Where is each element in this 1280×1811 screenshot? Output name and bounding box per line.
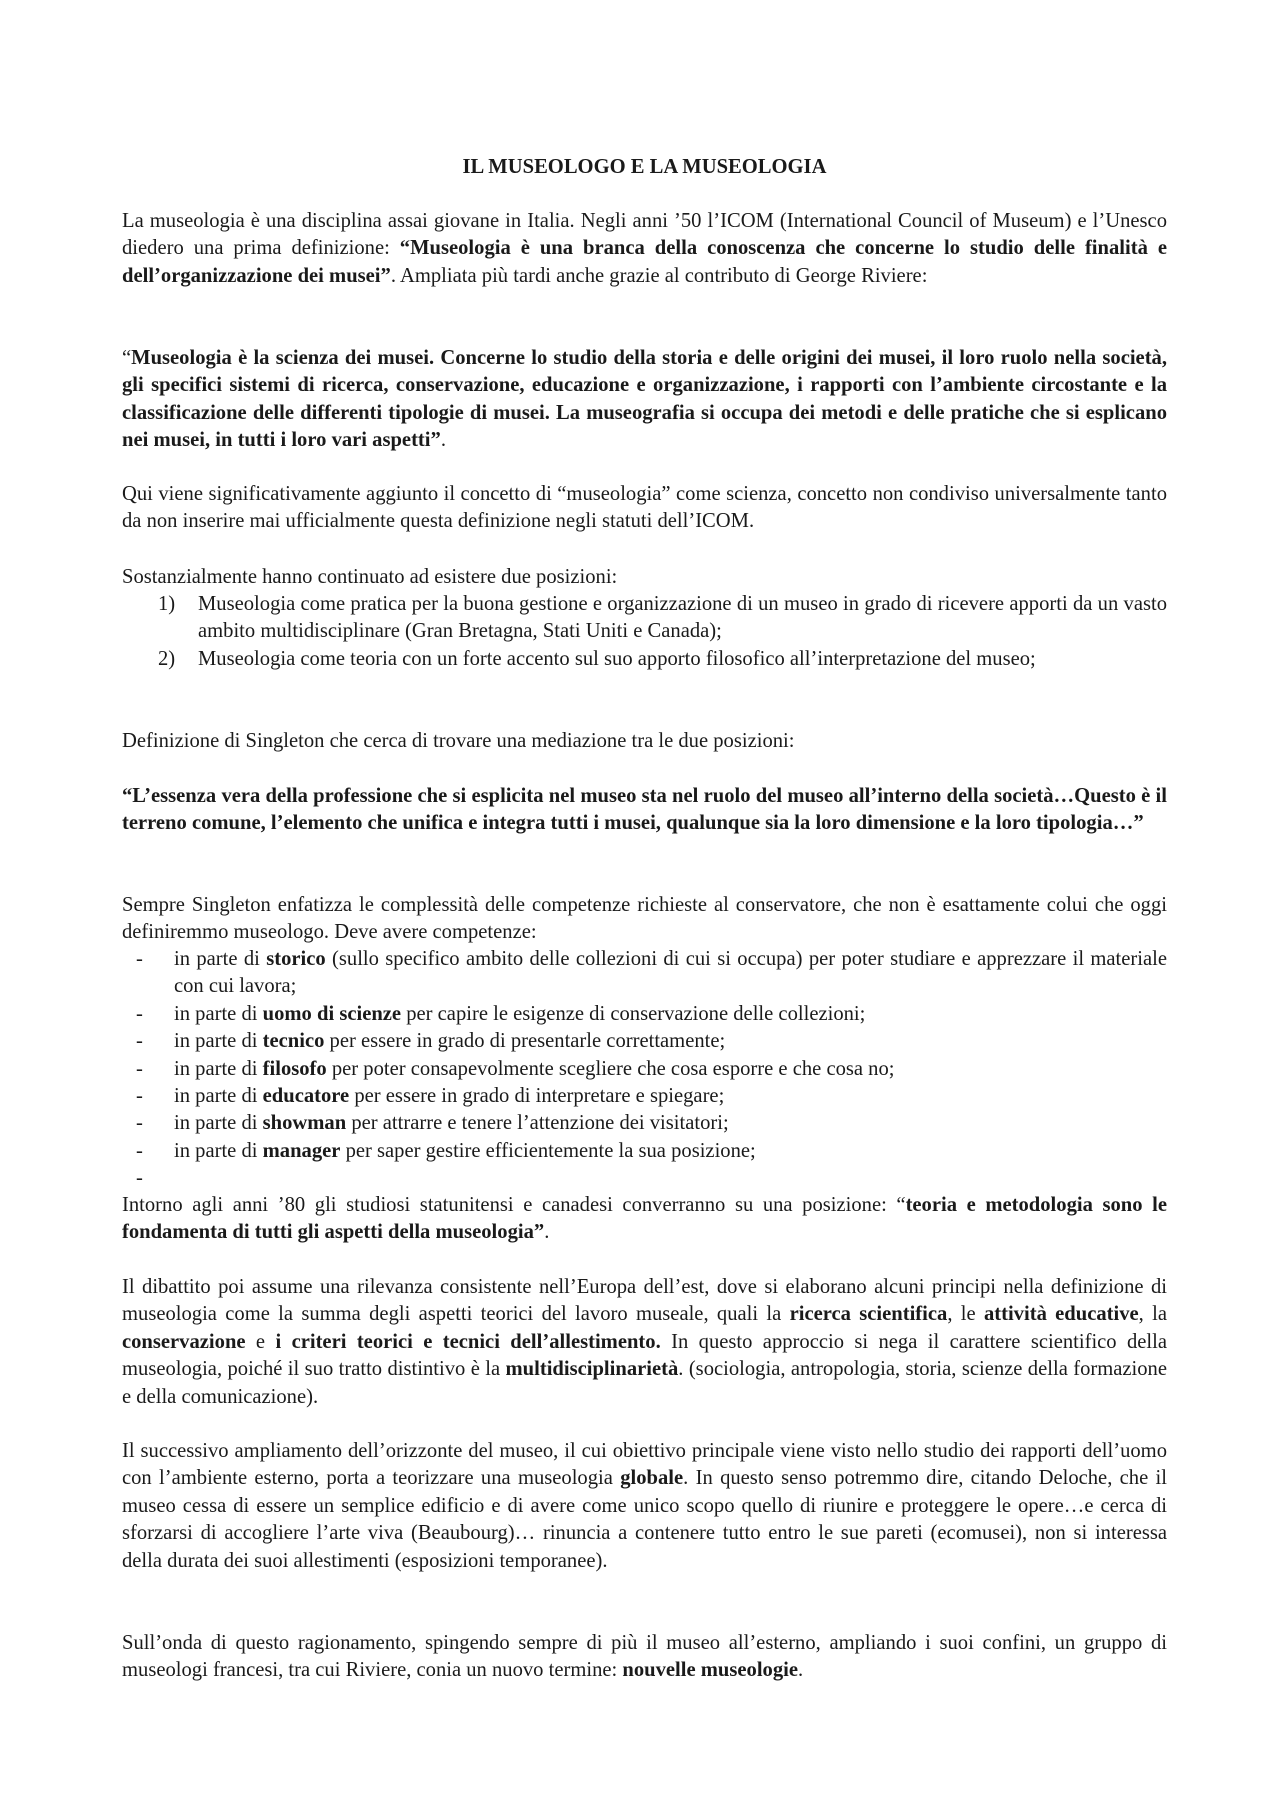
riviere-definition-quote: Museologia è la scienza dei musei. Concerne lo studio della storia e delle origini dei musei, il loro ruolo nella società, gli specifici sistemi di ricerca, conservazione, educazione e organizzazione, i rapporti con l’ambiente circostante e la classificazione delle differenti tipologie di musei. La museografia si occupa dei metodi e delle pratiche che si esplicano nei musei, in tutti i loro vari aspetti” <box>122 347 1167 452</box>
paragraph-riviere-definition: “Museologia è la scienza dei musei. Concerne lo studio della storia e delle origini dei musei, il loro ruolo nella società, gli specifici sistemi di ricerca, conservazione, educazione e organizzazione, i rapporti con l’ambiente circostante e la classificazione delle differenti tipologie di musei. La museografia si occupa dei metodi e delle pratiche che si esplicano nei musei, in tutti i loro vari aspetti”. <box>122 347 1167 452</box>
document-title: IL MUSEOLOGO E LA MUSEOLOGIA <box>462 156 827 178</box>
paragraph-competences-intro: Sempre Singleton enfatizza le complessità delle competenze richieste al conservatore, che non è esattamente colui che oggi definiremmo museologo. Deve avere competenze: <box>122 894 1167 944</box>
paragraph-global-museology: Il successivo ampliamento dell’orizzonte del museo, il cui obiettivo principale viene visto nello studio dei rapporti dell’uomo con l’ambiente esterno, porta a teorizzare una museologia globale. In questo senso potremmo dire, citando Deloche, che il museo cessa di essere un semplice edificio e di avere come unico scopo quello di riunire e proteggere le opere…e cerca di sforzarsi di accogliere l’arte viva (Beaubourg)… rinuncia a contenere tutto entro le sue pareti (ecomusei), non si interessa della durata dei suoi allestimenti (esposizioni temporanee). <box>122 1440 1167 1572</box>
list-item: - in parte di tecnico per essere in grado di presentarle correttamente; <box>136 1030 726 1053</box>
positions-list <box>122 591 1167 673</box>
paragraph-icom-definition: La museologia è una disciplina assai giovane in Italia. Negli anni ’50 l’ICOM (International Council of Museum) e l’Unesco diedero una prima definizione: “Museologia è una branca della conoscenza che concerne lo studio delle finalità e dell’organizzazione dei musei”. Ampliata più tardi anche grazie al contributo di George Riviere: <box>122 210 1167 287</box>
paragraph-science-concept: Qui viene significativamente aggiunto il concetto di “museologia” come scienza, concetto non condiviso universalmente tanto da non inserire mai ufficialmente questa definizione negli statuti dell’ICOM. <box>122 483 1167 533</box>
list-item: - <box>136 1167 143 1190</box>
competences-list <box>122 946 1167 1193</box>
icom-definition-quote: “Museologia è una branca della conoscenza che concerne lo studio delle finalità e dell’organizzazione dei musei” <box>122 237 1167 287</box>
list-item: - in parte di storico (sullo specifico ambito delle collezioni di cui si occupa) per poter studiare e apprezzare il materiale con cui lavora; <box>136 948 1167 998</box>
list-item: - in parte di manager per saper gestire efficientemente la sua posizione; <box>136 1139 756 1162</box>
paragraph-singleton-intro: Definizione di Singleton che cerca di trovare una mediazione tra le due posizioni: <box>122 730 795 752</box>
list-item: - in parte di showman per attrarre e tenere l’attenzione dei visitatori; <box>136 1112 729 1135</box>
list-item: - in parte di educatore per essere in grado di interpretare e spiegare; <box>136 1085 725 1108</box>
paragraph-two-positions: Sostanzialmente hanno continuato ad esistere due posizioni: <box>122 566 618 588</box>
list-item: 1) Museologia come pratica per la buona gestione e organizzazione di un museo in grado di ricevere apporti da un vasto ambito multidisciplinare (Gran Bretagna, Stati Uniti e Canada); <box>158 593 1167 643</box>
singleton-quote: “L’essenza vera della professione che si esplicita nel museo sta nel ruolo del museo all’interno della società…Questo è il terreno comune, l’elemento che unifica e integra tutti i musei, qualunque sia la loro dimensione e la loro tipologia…” <box>122 785 1167 835</box>
list-item: - in parte di uomo di scienze per capire le esigenze di conservazione delle collezioni; <box>136 1002 866 1025</box>
paragraph-theory-methodology: Intorno agli anni ’80 gli studiosi statunitensi e canadesi converranno su una posizione: “teoria e metodologia sono le fondamenta di tutti gli aspetti della museologia”. <box>122 1194 1167 1244</box>
list-item: 2) Museologia come teoria con un forte accento sul suo apporto filosofico all’interpretazione del museo; <box>158 647 1036 670</box>
list-item: - in parte di filosofo per poter consapevolmente scegliere che cosa esporre e che cosa no; <box>136 1057 895 1080</box>
paragraph-eastern-europe: Il dibattito poi assume una rilevanza consistente nell’Europa dell’est, dove si elaborano alcuni principi nella definizione di museologia come la summa degli aspetti teorici del lavoro museale, quali la ricerca scientifica, le attività educative, la conservazione e i criteri teorici e tecnici dell’allestimento. In questo approccio si nega il carattere scientifico della museologia, poiché il suo tratto distintivo è la multidisciplinarietà. (sociologia, antropologia, storia, scienze della formazione e della comunicazione). <box>122 1276 1168 1408</box>
paragraph-nouvelle-museologie: Sull’onda di questo ragionamento, spingendo sempre di più il museo all’esterno, ampliando i suoi confini, un gruppo di museologi francesi, tra cui Riviere, conia un nuovo termine: nouvelle museologie. <box>122 1632 1167 1682</box>
